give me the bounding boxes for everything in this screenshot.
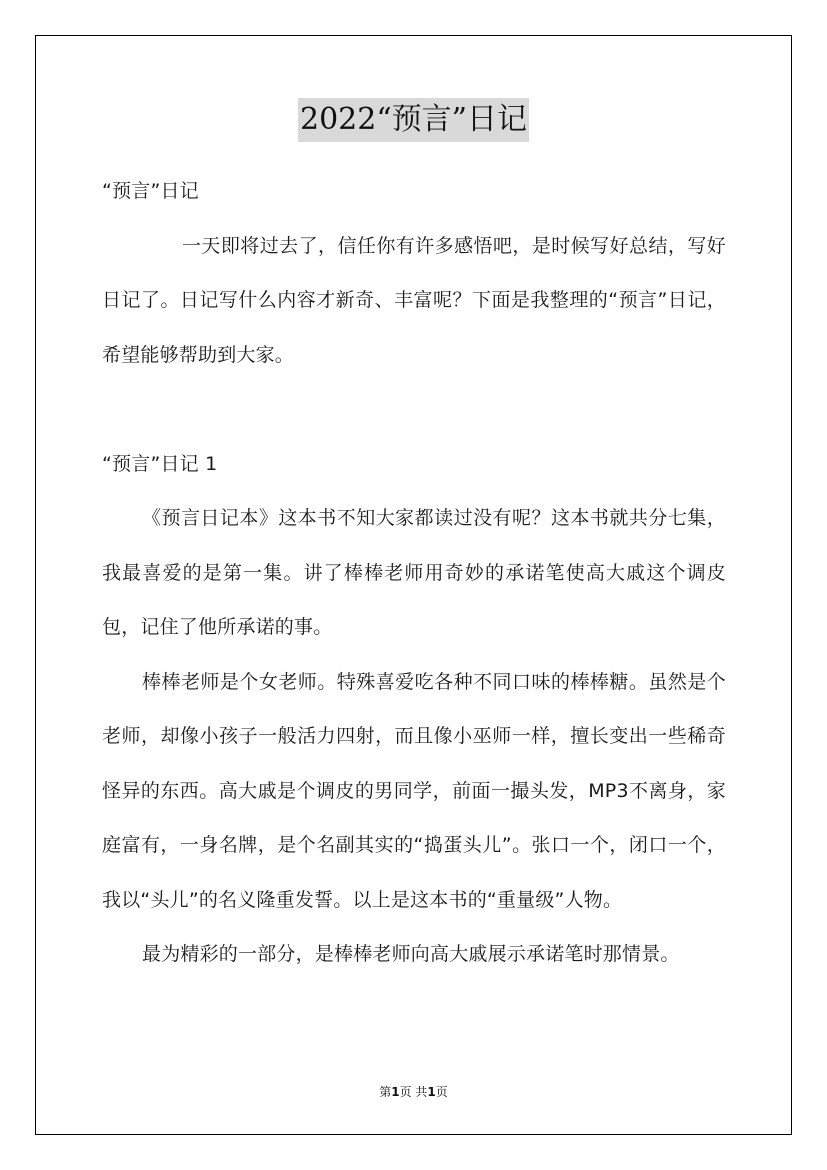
title-container — [0, 98, 827, 142]
body-paragraph: 最为精彩的一部分，是棒棒老师向高大戚展示承诺笔时那情景。 — [142, 943, 680, 965]
section-heading: “预言”日记 — [102, 180, 199, 202]
document-body — [102, 164, 726, 982]
footer-mid: 页 共 — [399, 1085, 428, 1099]
page-footer — [0, 1083, 827, 1100]
footer-total-pages: 1 — [427, 1085, 436, 1099]
document-title: 2022“预言”日记 — [298, 98, 529, 142]
entry-heading: “预言”日记 1 — [102, 452, 218, 475]
footer-suffix: 页 — [435, 1085, 448, 1099]
intro-paragraph: 一天即将过去了，信任你有许多感悟吧，是时候写好总结，写好日记了。日记写什么内容才新奇、丰富呢？下面是我整理的“预言”日记，希望能够帮助到大家。 — [102, 234, 726, 366]
footer-current-page: 1 — [391, 1085, 400, 1099]
blank-line — [102, 382, 726, 437]
footer-prefix: 第 — [379, 1085, 392, 1099]
body-paragraph: 棒棒老师是个女老师。特殊喜爱吃各种不同口味的棒棒糖。虽然是个老师，却像小孩子一般活力四射，而且像小巫师一样，擅长变出一些稀奇怪异的东西。高大戚是个调皮的男同学，前面一撮头发，MP3不离身，家庭富有，一身名牌，是个名副其实的“捣蛋头儿”。张口一个，闭口一个，我以“头儿”的名义隆重发誓。以上是这本书的“重量级”人物。 — [102, 670, 726, 911]
body-paragraph: 《预言日记本》这本书不知大家都读过没有呢？这本书就共分七集，我最喜爱的是第一集。讲了棒棒老师用奇妙的承诺笔使高大戚这个调皮包，记住了他所承诺的事。 — [102, 507, 726, 638]
